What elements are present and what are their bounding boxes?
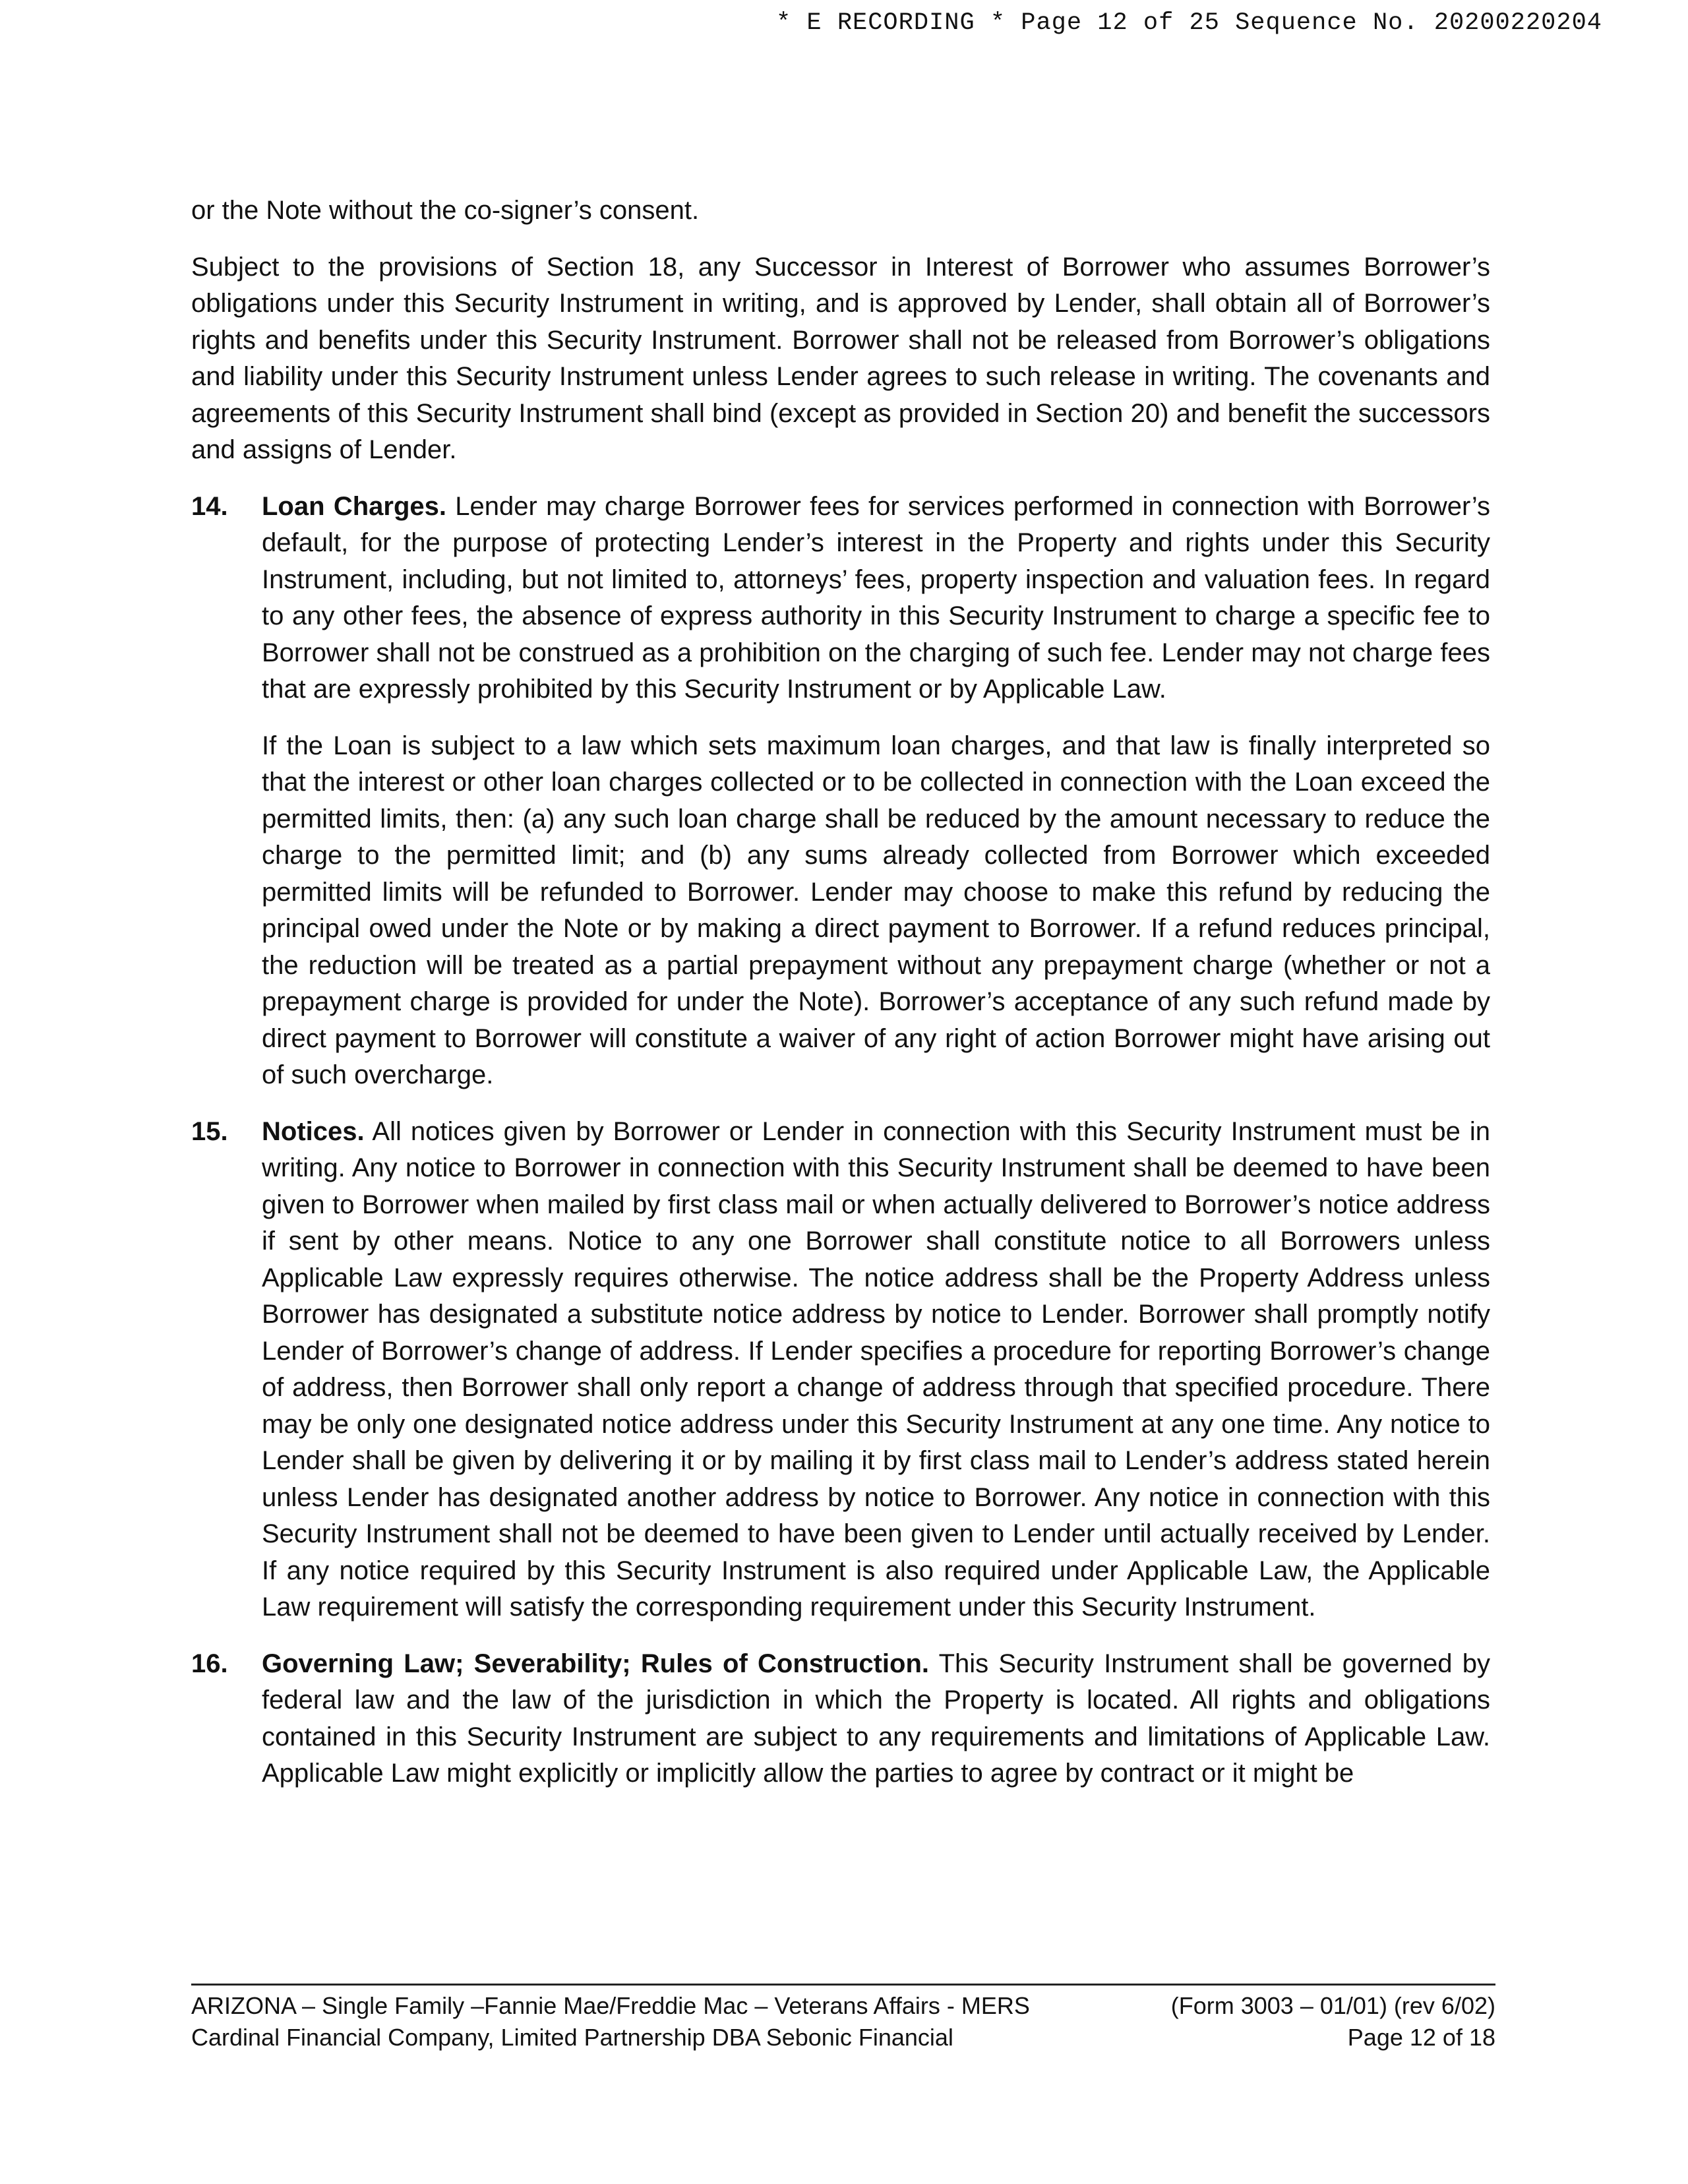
section-body: Lender may charge Borrower fees for services performed in connection with Borrower’s default, for the purpose of protecting Lender’s interest in the Property and rights under this Security Instrument, including, but not limited to, attorneys’ fees, property inspection and valuation fees. In regard to any other fees, the absence of express authority in this Security Instrument to charge a specific fee to Borrower shall not be construed as a prohibition on the charging of such fee. Lender may not charge fees that are expressly prohibited by this Security Instrument or by Applicable Law. bbox=[262, 491, 1490, 704]
section-14 bbox=[191, 489, 1490, 1094]
footer-page-number: Page 12 of 18 bbox=[1347, 2024, 1495, 2051]
section-text bbox=[262, 1646, 1490, 1792]
section-text bbox=[262, 1114, 1490, 1626]
continuation-text: or the Note without the co-signer’s consent. bbox=[191, 196, 700, 225]
recording-header: * E RECORDING * Page 12 of 25 Sequence No. 20200220204 bbox=[776, 9, 1602, 37]
document-body bbox=[191, 193, 1490, 1792]
section-number: 14. bbox=[191, 491, 228, 521]
section-extra-paragraph: If the Loan is subject to a law which sets maximum loan charges, and that law is finally interpreted so that the interest or other loan charges collected or to be collected in connection with the Loan exceed the permitted limits, then: (a) any such loan charge shall be reduced by the amount necessary to reduce the charge to the permitted limit; and (b) any sums already collected from Borrower which exceeded permitted limits will be refunded to Borrower. Lender may choose to make this refund by reducing the principal owed under the Note or by making a direct payment to Borrower. If a refund reduces principal, the reduction will be treated as a partial prepayment without any prepayment charge (whether or not a prepayment charge is provided for under the Note). Borrower’s acceptance of any such refund made by direct payment to Borrower will constitute a waiver of any right of action Borrower might have arising out of such overcharge. bbox=[262, 731, 1490, 1089]
section-15 bbox=[191, 1114, 1490, 1626]
section-body: All notices given by Borrower or Lender in connection with this Security Instrument must be in writing. Any notice to Borrower in connection with this Security Instrument shall be deemed to have been given to Borrower when mailed by first class mail or when actually delivered to Borrower’s notice address if sent by other means. Notice to any one Borrower shall constitute notice to all Borrowers unless Applicable Law expressly requires otherwise. The notice address shall be the Property Address unless Borrower has designated a substitute notice address by notice to Lender. Borrower shall promptly notify Lender of Borrower’s change of address. If Lender specifies a procedure for reporting Borrower’s change of address, then Borrower shall only report a change of address through that specified procedure. There may be only one designated notice address under this Security Instrument at any one time. Any notice to Lender shall be given by delivering it or by mailing it by first class mail to Lender’s address stated herein unless Lender has designated another address by notice to Borrower. Any notice in connection with this Security Instrument shall not be deemed to have been given to Lender until actually received by Lender. If any notice required by this Security Instrument is also required under Applicable Law, the Applicable Law requirement will satisfy the corresponding requirement under this Security Instrument. bbox=[262, 1116, 1490, 1622]
section-text bbox=[262, 489, 1490, 708]
section-16 bbox=[191, 1646, 1490, 1792]
footer-form-line: ARIZONA – Single Family –Fannie Mae/Freddie Mac – Veterans Affairs - MERS bbox=[191, 1992, 1030, 2019]
section-title: Loan Charges. bbox=[262, 491, 446, 521]
section-body: This Security Instrument shall be governed by federal law and the law of the jurisdiction in which the Property is located. All rights and obligations contained in this Security Instrument are subject to any requirements and limitations of Applicable Law. Applicable Law might explicitly or implicitly allow the parties to agree by contract or it might be bbox=[262, 1649, 1491, 1788]
section-number: 16. bbox=[191, 1649, 228, 1678]
section-number: 15. bbox=[191, 1116, 228, 1146]
footer-form-number: (Form 3003 – 01/01) (rev 6/02) bbox=[1170, 1992, 1495, 2019]
footer-lender-line: Cardinal Financial Company, Limited Partnership DBA Sebonic Financial bbox=[191, 2024, 953, 2051]
section-title: Governing Law; Severability; Rules of Construction. bbox=[262, 1649, 930, 1678]
successor-paragraph: Subject to the provisions of Section 18, any Successor in Interest of Borrower who assumes Borrower’s obligations under this Security Instrument in writing, and is approved by Lender, shall obtain all of Borrower’s rights and benefits under this Security Instrument. Borrower shall not be released from Borrower’s obligations and liability under this Security Instrument unless Lender agrees to such release in writing. The covenants and agreements of this Security Instrument shall bind (except as provided in Section 20) and benefit the successors and assigns of Lender. bbox=[191, 252, 1490, 464]
footer-divider bbox=[191, 1984, 1495, 1986]
page-footer bbox=[191, 1990, 1495, 2053]
section-title: Notices. bbox=[262, 1116, 365, 1146]
